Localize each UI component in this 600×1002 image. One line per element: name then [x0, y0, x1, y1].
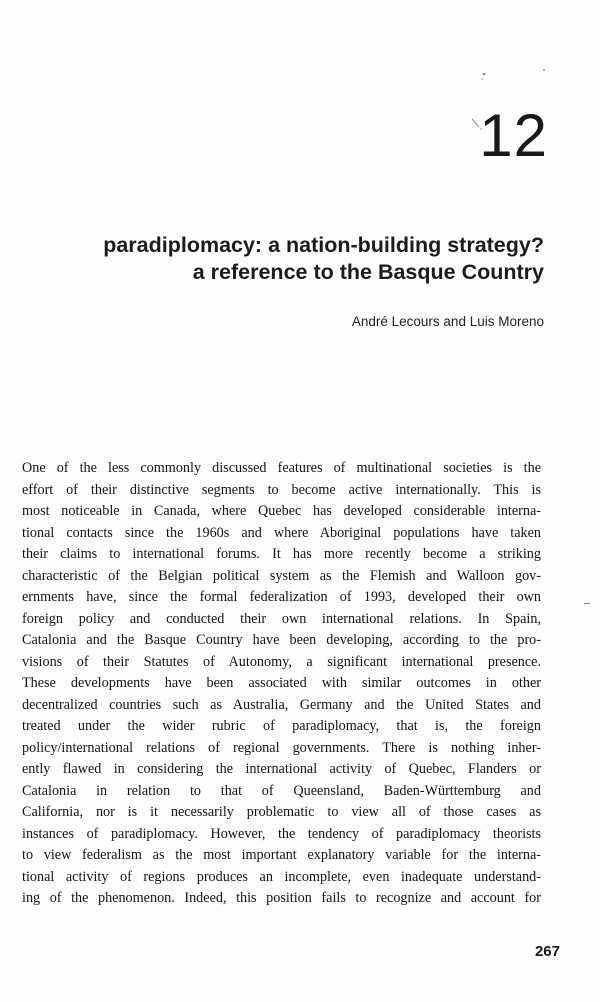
chapter-title-line-2: a reference to the Basque Country [192, 260, 544, 284]
page-number: 267 [534, 943, 560, 960]
chapter-authors: André Lecours and Luis Moreno [351, 314, 544, 329]
body-line: foreign policy and conducted their own international relations. In Spain, [22, 610, 541, 627]
body-line: ernments have, since the formal federalization of 1993, developed their own [22, 589, 541, 605]
body-line: decentralized countries such as Australia, Germany and the United States and [22, 696, 541, 713]
body-line: instances of paradiplomacy. However, the tendency of paradiplomacy theorists [22, 825, 541, 842]
body-line: Catalonia and the Basque Country have been developing, according to the pro- [22, 632, 541, 648]
body-line: effort of their distinctive segments to become active internationally. This is [22, 481, 541, 498]
chapter-title-line-1: paradiplomacy: a nation-building strategy? [103, 233, 544, 257]
body-line: ently flawed in considering the international activity of Quebec, Flanders or [22, 761, 541, 777]
body-line: policy/international relations of regional governments. There is nothing inher- [22, 739, 541, 756]
body-line: tional contacts since the 1960s and where Aboriginal populations have taken [22, 524, 541, 541]
chapter-title [44, 232, 544, 286]
body-line: treated under the wider rubric of paradiplomacy, that is, the foreign [22, 718, 541, 734]
body-line: most noticeable in Canada, where Quebec has developed considerable interna- [22, 503, 541, 519]
body-line: to view federalism as the most important explanatory variable for the interna- [22, 847, 541, 863]
body-line: Catalonia in relation to that of Queensland, Baden-Württemburg and [22, 782, 541, 799]
body-line: These developments have been associated with similar outcomes in other [22, 675, 541, 691]
margin-mark [584, 603, 590, 604]
body-line: ing of the phenomenon. Indeed, this position fails to recognize and account for [22, 890, 541, 906]
body-line: One of the less commonly discussed features of multinational societies is the [22, 460, 541, 476]
body-line: their claims to international forums. It has more recently become a striking [22, 546, 541, 562]
body-line: California, nor is it necessarily problematic to view all of those cases as [22, 804, 541, 820]
body-line: characteristic of the Belgian political system as the Flemish and Walloon gov- [22, 567, 541, 584]
body-line: tional activity of regions produces an incomplete, even inadequate understand- [22, 868, 541, 885]
chapter-number: 12 [479, 102, 548, 169]
body-line: visions of their Statutes of Autonomy, a significant international presence. [22, 653, 541, 670]
body-paragraph [22, 458, 541, 910]
